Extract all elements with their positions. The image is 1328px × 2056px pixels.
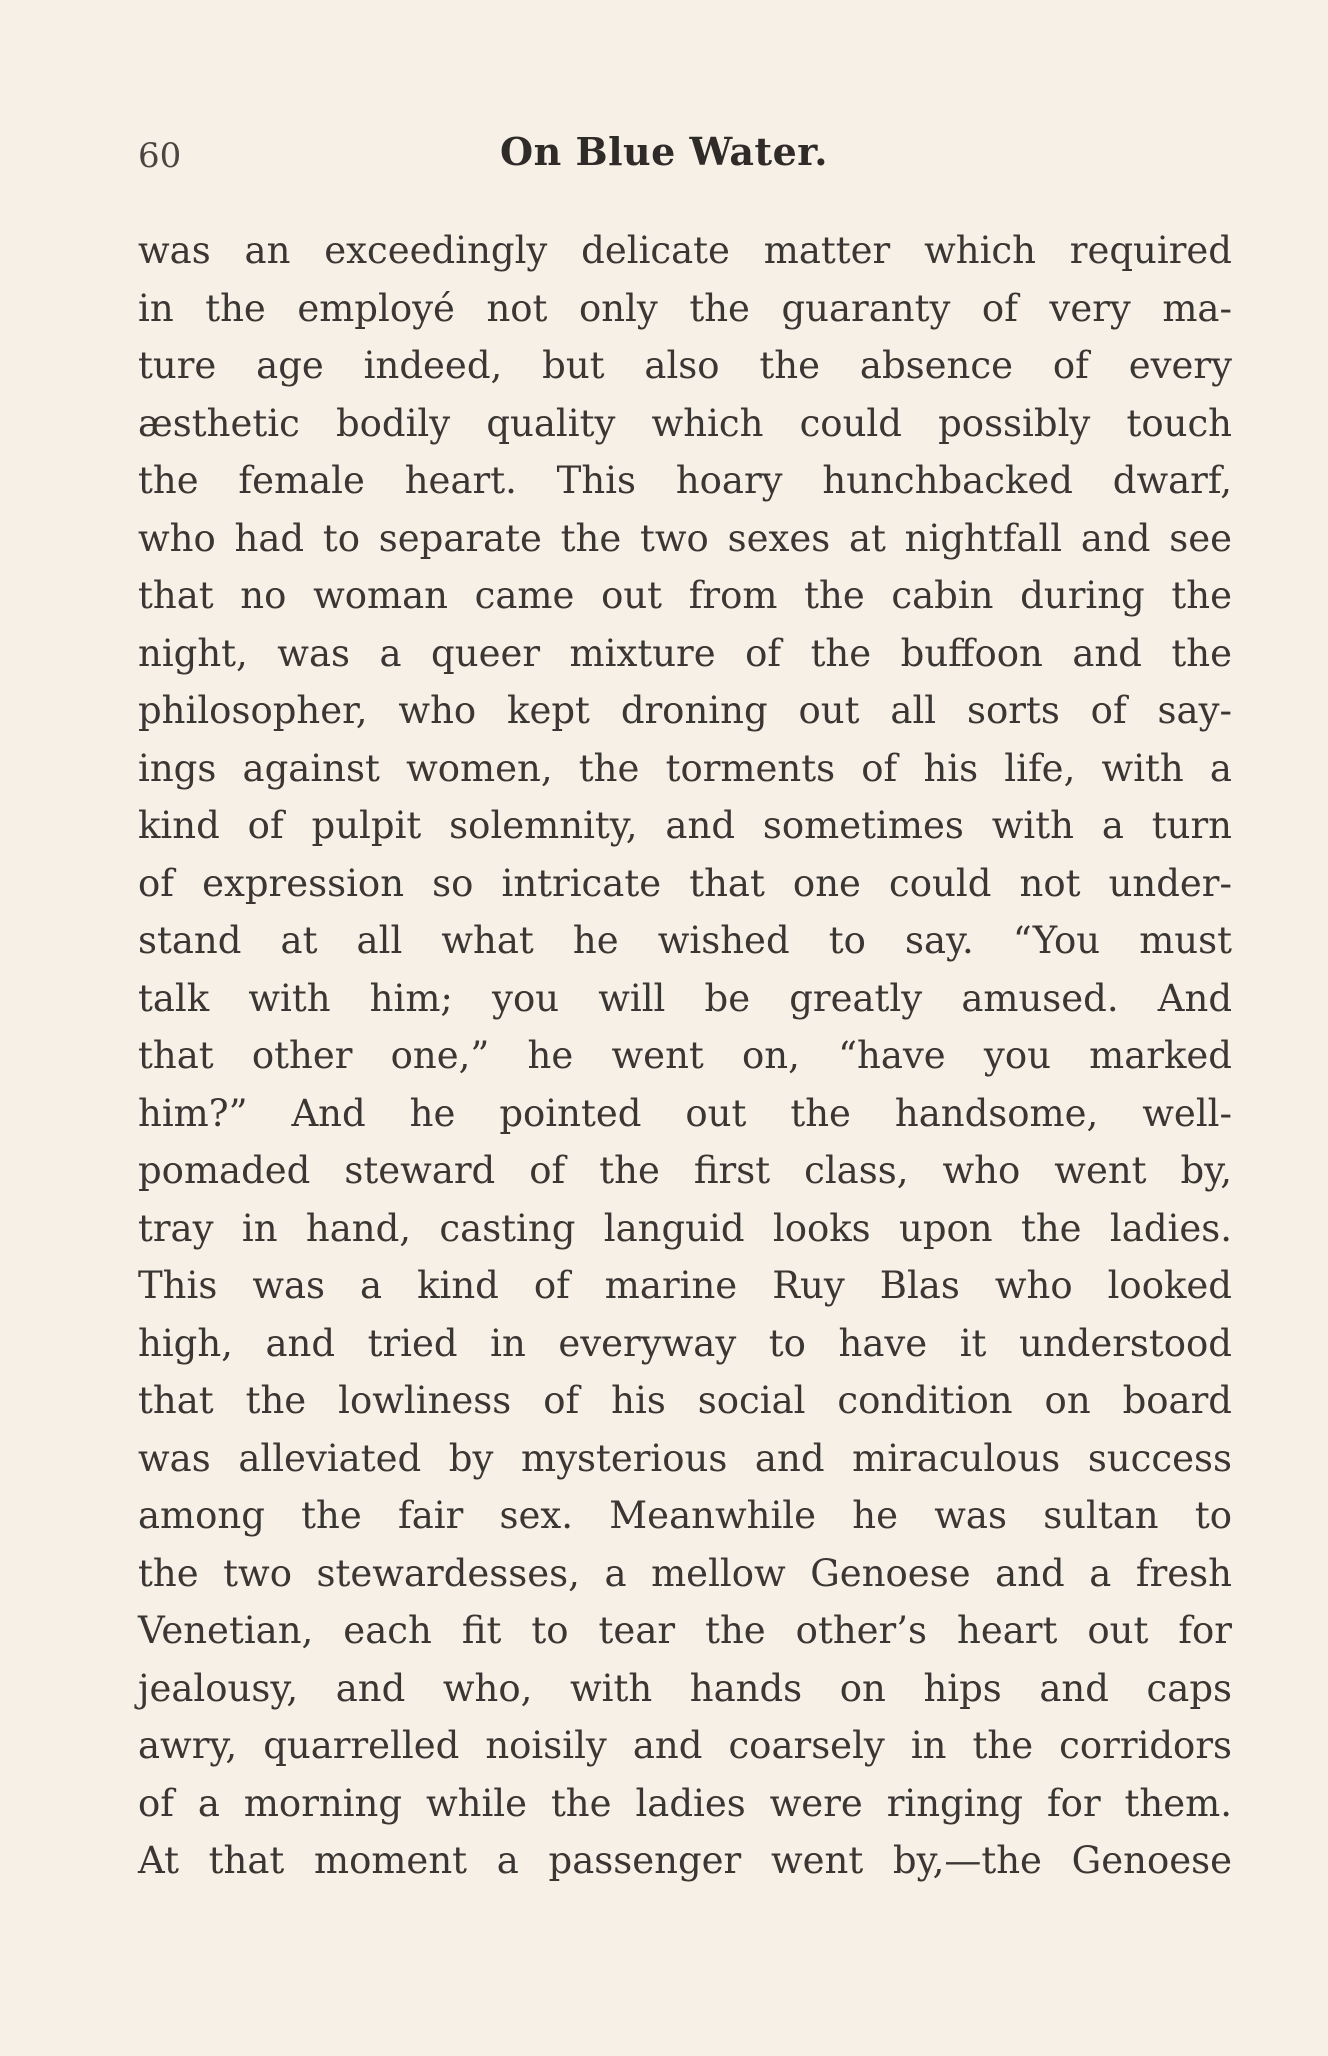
- text-line: æsthetic bodily quality which could possibly touch: [138, 401, 1232, 445]
- text-line: the female heart. This hoary hunchbacked dwarf,: [138, 459, 1232, 502]
- text-line: was an exceedingly delicate matter which required: [138, 229, 1232, 272]
- text-line: the two stewardesses, a mellow Genoese and a fresh: [138, 1551, 1232, 1595]
- text-line: At that moment a passenger went by,—the Genoese: [138, 1839, 1232, 1882]
- text-line: stand at all what he wished to say. “You must: [138, 919, 1232, 962]
- text-line: that the lowliness of his social condition on board: [138, 1379, 1232, 1422]
- page-number: 60: [138, 136, 182, 176]
- text-line: that other one,” he went on, “have you marked: [138, 1034, 1232, 1077]
- text-line: who had to separate the two sexes at nightfall and see: [138, 516, 1232, 560]
- text-line: of a morning while the ladies were ringing for them.: [138, 1781, 1232, 1825]
- text-line: among the fair sex. Meanwhile he was sultan to: [138, 1494, 1232, 1537]
- text-line: Venetian, each fit to tear the other’s heart out for: [138, 1609, 1232, 1652]
- text-line: ings against women, the torments of his life, with a: [138, 746, 1232, 790]
- text-line: talk with him; you will be greatly amused. And: [138, 976, 1232, 1020]
- text-line: night, was a queer mixture of the buffoon and the: [138, 631, 1232, 675]
- body-text: [138, 222, 1232, 1890]
- text-line: tray in hand, casting languid looks upon the ladies.: [138, 1206, 1232, 1250]
- text-line: This was a kind of marine Ruy Blas who looked: [138, 1264, 1232, 1307]
- running-title: On Blue Water.: [500, 129, 829, 174]
- text-line: that no woman came out from the cabin during the: [138, 574, 1232, 617]
- text-line: in the employé not only the guaranty of very ma-: [138, 286, 1232, 330]
- text-line: awry, quarrelled noisily and coarsely in the corridors: [138, 1724, 1232, 1767]
- text-line: ture age indeed, but also the absence of every: [138, 344, 1232, 387]
- text-line: was alleviated by mysterious and miraculous success: [138, 1436, 1232, 1480]
- text-line: kind of pulpit solemnity, and sometimes with a turn: [138, 804, 1232, 847]
- text-line: pomaded steward of the first class, who went by,: [138, 1149, 1232, 1192]
- text-line: high, and tried in everyway to have it understood: [138, 1321, 1232, 1365]
- text-line: jealousy, and who, with hands on hips and caps: [138, 1666, 1232, 1710]
- text-line: of expression so intricate that one could not under-: [138, 861, 1232, 905]
- text-line: philosopher, who kept droning out all sorts of say-: [138, 689, 1232, 732]
- text-line: him?” And he pointed out the handsome, well-: [138, 1091, 1232, 1135]
